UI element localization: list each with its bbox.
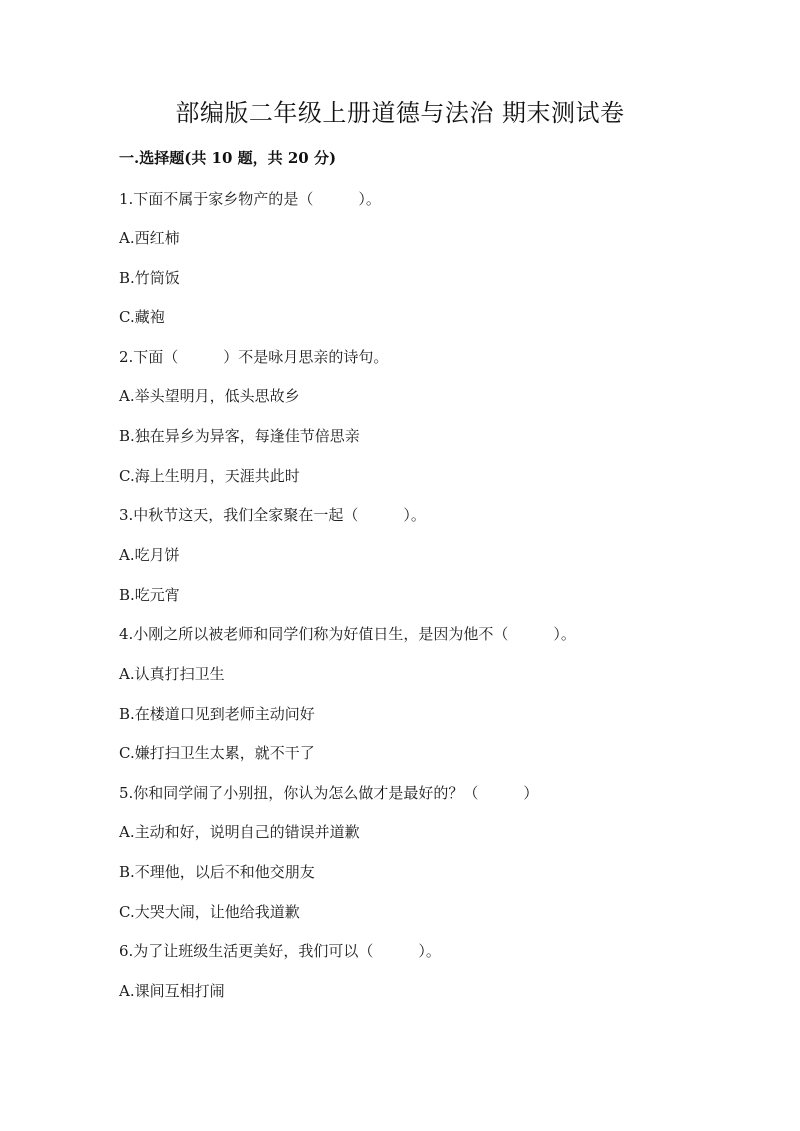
- answer-option: B.不理他，以后不和他交朋友: [119, 863, 315, 881]
- page-title: 部编版二年级上册道德与法治 期末测试卷: [175, 99, 625, 127]
- answer-option: C.嫌打扫卫生太累，就不干了: [119, 744, 315, 762]
- answer-option: B.竹筒饭: [119, 269, 180, 287]
- question-stem: 4.小刚之所以被老师和同学们称为好值日生，是因为他不（ ）。: [119, 625, 576, 643]
- answer-option: A.主动和好，说明自己的错误并道歉: [119, 823, 360, 841]
- question-stem: 5.你和同学闹了小别扭，你认为怎么做才是最好的？（ ）: [119, 784, 539, 802]
- answer-option: C.海上生明月，天涯共此时: [119, 467, 300, 485]
- answer-option: A.举头望明月，低头思故乡: [119, 387, 300, 405]
- answer-option: A.西红柿: [119, 229, 180, 247]
- answer-option: B.吃元宵: [119, 586, 180, 604]
- answer-option: B.独在异乡为异客，每逢佳节倍思亲: [119, 427, 360, 445]
- answer-option: C.大哭大闹，让他给我道歉: [119, 903, 300, 921]
- answer-option: A.认真打扫卫生: [119, 665, 225, 683]
- section-heading: 一.选择题(共 10 题，共 20 分): [119, 149, 337, 167]
- question-stem: 1.下面不属于家乡物产的是（ ）。: [119, 190, 381, 208]
- answer-option: A.课间互相打闹: [119, 982, 225, 1000]
- question-stem: 3.中秋节这天，我们全家聚在一起（ ）。: [119, 506, 426, 524]
- question-stem: 6.为了让班级生活更美好，我们可以（ ）。: [119, 942, 441, 960]
- question-stem: 2.下面（ ）不是咏月思亲的诗句。: [119, 348, 389, 366]
- answer-option: C.藏袍: [119, 308, 165, 326]
- answer-option: A.吃月饼: [119, 546, 180, 564]
- answer-option: B.在楼道口见到老师主动问好: [119, 705, 315, 723]
